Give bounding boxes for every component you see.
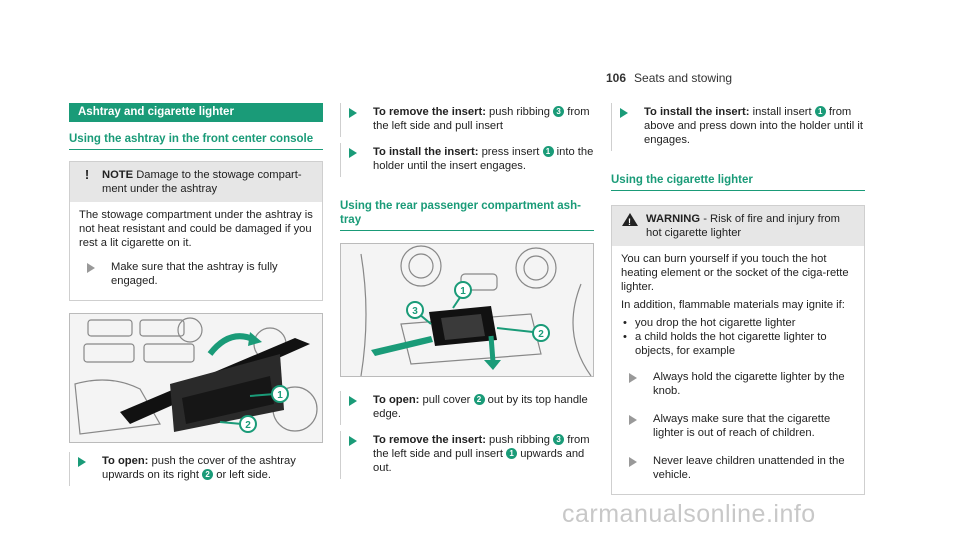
step-label: To open: [373, 394, 420, 406]
warning-step-3 [621, 452, 855, 486]
step-text [373, 393, 594, 421]
note-box [69, 161, 323, 301]
heading-rear-ashtray: Using the rear passenger compartment ash-tray [340, 199, 594, 231]
step-remove-rear [340, 431, 594, 479]
figure-callout-1-label: 1 [460, 286, 466, 297]
step-text-a: install insert [752, 106, 812, 118]
page-header [606, 71, 732, 85]
list-item: • you drop the hot cigarette lighter [621, 316, 855, 330]
step-text [373, 433, 594, 475]
warning-paragraph-2: In addition, flammable materials may ignite if: [621, 299, 845, 311]
figure-callout-2-label: 2 [245, 420, 251, 431]
step-arrow-icon [79, 260, 103, 288]
warning-step-text: Always make sure that the cigarette lighter is out of reach of children. [653, 413, 831, 439]
step-open-front [69, 452, 323, 486]
figure-rear-ashtray [340, 243, 594, 377]
heading-front-ashtray: Using the ashtray in the front center console [69, 132, 323, 150]
callout-ref: 1 [506, 448, 517, 459]
warning-paragraph-1: You can burn yourself if you touch the hot heating element or the socket of the ciga-rette lighter. [621, 253, 849, 293]
note-body [70, 202, 322, 300]
note-step-text: Make sure that the ashtray is fully engaged. [111, 261, 278, 287]
step-label: To install the insert: [644, 106, 750, 118]
step-label: To install the insert: [373, 146, 479, 158]
warning-step-text: Always hold the cigarette lighter by the knob. [653, 371, 845, 397]
callout-ref: 3 [553, 434, 564, 445]
column-2 [340, 103, 594, 479]
warning-label: WARNING [646, 213, 701, 225]
step-arrow-icon [621, 412, 645, 440]
step-text [373, 145, 594, 173]
section-bar: Ashtray and cigarette lighter [69, 103, 323, 122]
figure-callout-1-label: 1 [277, 390, 283, 401]
warning-step-2 [621, 410, 855, 444]
step-text [102, 454, 323, 482]
list-item: • a child holds the hot cigarette lighter to objects, for example [621, 330, 855, 358]
watermark: carmanualsonline.info [562, 500, 816, 528]
step-text-b: from the left side and pull insert [373, 434, 590, 460]
step-label: To remove the insert: [373, 434, 486, 446]
step-arrow-icon [621, 370, 645, 398]
note-title-text: Damage to the stowage compart-ment under the ashtray [102, 169, 302, 195]
warning-title [646, 212, 854, 240]
step-label: To open: [102, 455, 149, 467]
front-ashtray-illustration [70, 314, 323, 442]
step-text-b: from above and press down into the holder until it engages. [644, 106, 863, 146]
callout-ref: 3 [553, 106, 564, 117]
section-title: Seats and stowing [634, 71, 733, 85]
step-text-b: from the left side and pull insert [373, 106, 590, 132]
heading-cigarette-lighter: Using the cigarette lighter [611, 173, 865, 191]
step-label: To remove the insert: [373, 106, 486, 118]
step-text-a: push the cover of the ashtray upwards on its right [102, 455, 296, 481]
warning-header [612, 206, 864, 246]
step-arrow-icon [341, 105, 365, 133]
step-arrow-icon [341, 145, 365, 173]
warning-box [611, 205, 865, 495]
step-text-c: upwards and out. [373, 448, 585, 474]
note-label: NOTE [102, 169, 134, 181]
callout-ref: 2 [474, 394, 485, 405]
warning-step-text: Never leave children unattended in the vehicle. [653, 455, 845, 481]
step-arrow-icon [341, 433, 365, 475]
warning-step-1 [621, 368, 855, 402]
rear-ashtray-illustration [341, 244, 594, 376]
figure-callout-3-label: 3 [412, 306, 418, 317]
step-install-rear [611, 103, 865, 151]
step-arrow-icon [612, 105, 636, 147]
step-text-a: push ribbing [489, 106, 550, 118]
warning-body [612, 246, 864, 494]
figure-callout-2-label: 2 [538, 329, 544, 340]
note-title [102, 168, 312, 196]
step-remove-front [340, 103, 594, 137]
step-text-a: pull cover [422, 394, 471, 406]
callout-ref: 2 [202, 469, 213, 480]
callout-ref: 1 [815, 106, 826, 117]
step-arrow-icon [621, 454, 645, 482]
step-install-front [340, 143, 594, 177]
callout-ref: 1 [543, 146, 554, 157]
step-text [373, 105, 594, 133]
step-text-a: push ribbing [489, 434, 550, 446]
step-arrow-icon [70, 454, 94, 482]
step-text-b: into the holder until the insert engages. [373, 146, 594, 172]
step-text-b: or left side. [216, 469, 271, 481]
step-text-a: press insert [481, 146, 540, 158]
step-arrow-icon [341, 393, 365, 421]
note-text: The stowage compartment under the ashtray is not heat resistant and could be damaged if you rest a lit cigarette on it. [79, 209, 313, 249]
exclamation-icon: ! [84, 167, 90, 182]
warning-triangle-icon: ! [622, 213, 638, 226]
note-header [70, 162, 322, 202]
step-open-rear [340, 391, 594, 425]
step-text [644, 105, 865, 147]
figure-front-ashtray [69, 313, 323, 443]
step-text-b: out by its top handle edge. [373, 394, 588, 420]
column-3 [611, 103, 865, 495]
note-step [79, 258, 313, 292]
warning-bullets [621, 316, 855, 358]
warning-title-text: - Risk of fire and injury from hot cigarette lighter [646, 213, 840, 239]
page-number: 106 [606, 71, 627, 85]
column-1 [69, 103, 323, 486]
